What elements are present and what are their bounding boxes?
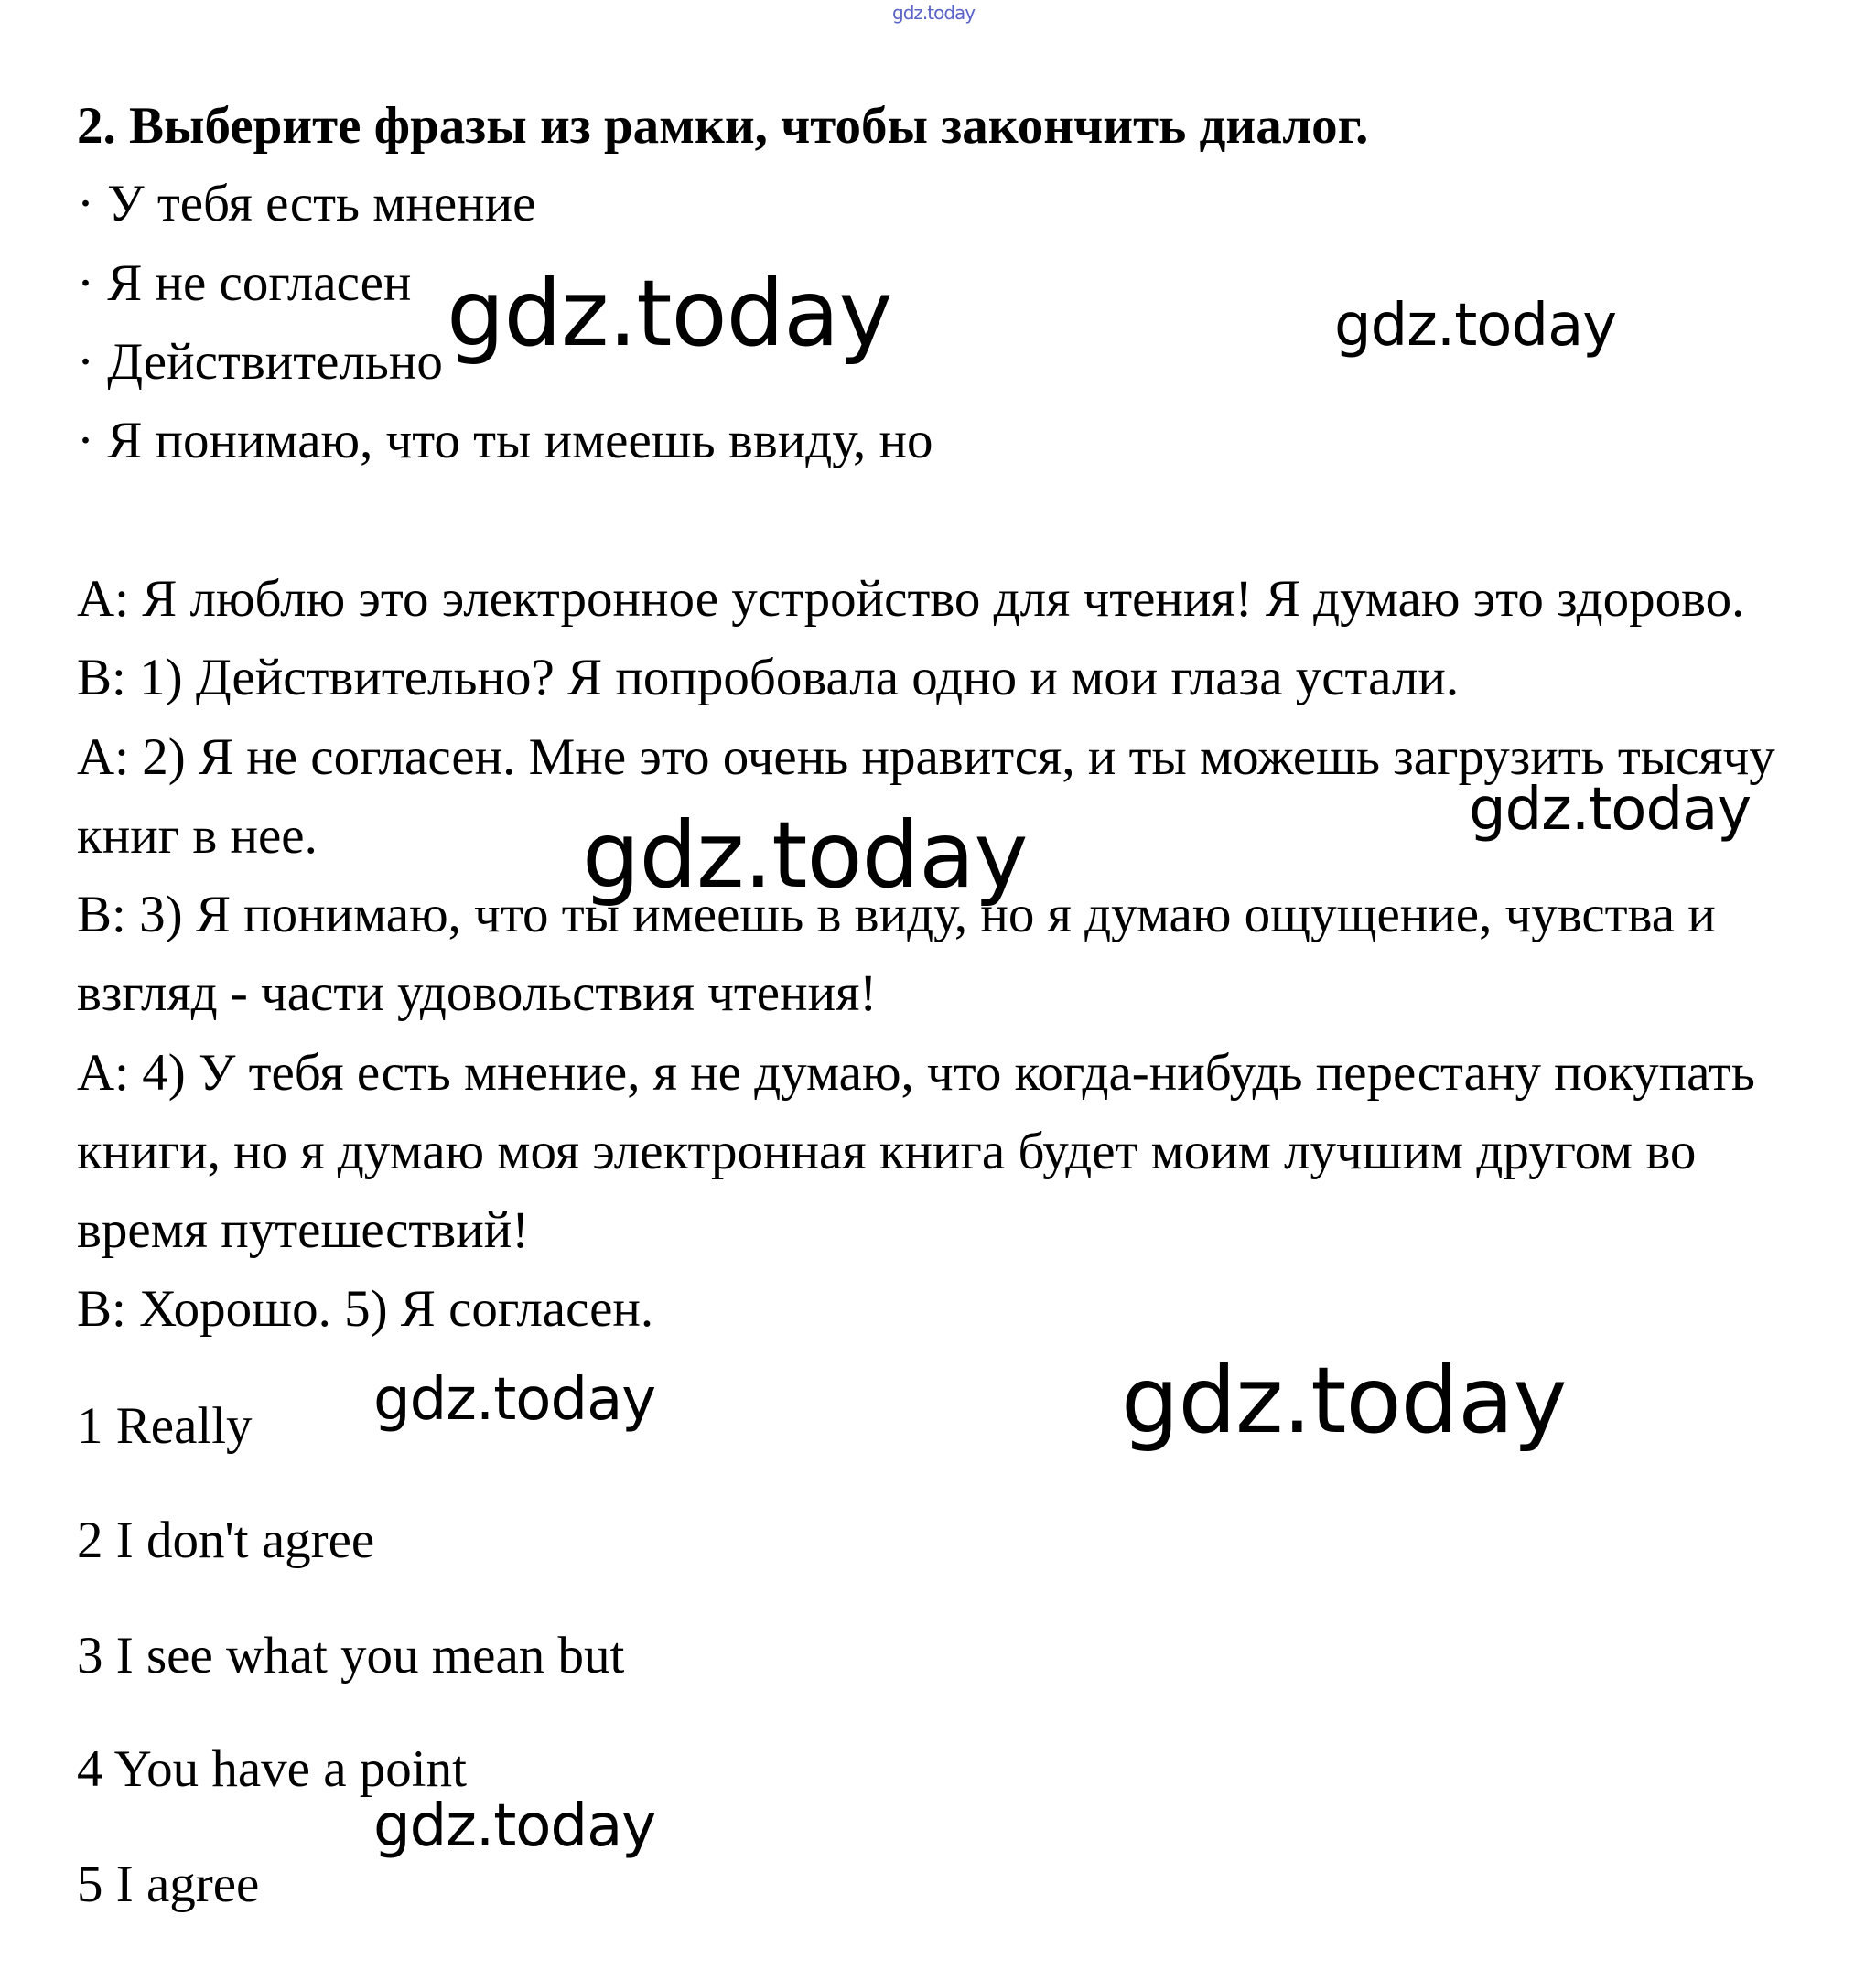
dialogue-line: А: 2) Я не согласен. Мне это очень нравится, и ты можешь загрузить тысячу — [77, 728, 1775, 786]
box-phrase: · Я понимаю, что ты имеешь ввиду, но — [77, 412, 933, 469]
answer-item: 4 You have a point — [77, 1740, 467, 1798]
box-phrase: · Я не согласен — [77, 254, 412, 312]
answer-item: 3 I see what you mean but — [77, 1627, 625, 1684]
answer-item: 5 I agree — [77, 1856, 260, 1913]
dialogue-line: В: Хорошо. 5) Я согласен. — [77, 1280, 654, 1338]
watermark: gdz.today — [373, 1792, 656, 1860]
watermark: gdz.today — [582, 802, 1028, 909]
dialogue-line: А: 4) У тебя есть мнение, я не думаю, что когда-нибудь перестану покупать — [77, 1044, 1755, 1102]
watermark: gdz.today — [447, 260, 892, 367]
answer-item: 1 Really — [77, 1397, 253, 1455]
watermark: gdz.today — [373, 1366, 656, 1434]
dialogue-line: В: 1) Действительно? Я попробовала одно и мои глаза устали. — [77, 649, 1460, 706]
dialogue-line: книг в нее. — [77, 807, 318, 865]
answer-item: 2 I don't agree — [77, 1512, 375, 1569]
task-title: 2. Выберите фразы из рамки, чтобы закончить диалог. — [77, 97, 1369, 155]
dialogue-line: А: Я люблю это электронное устройство для чтения! Я думаю это здорово. — [77, 570, 1745, 628]
dialogue-line: книги, но я думаю моя электронная книга будет моим лучшим другом во — [77, 1123, 1697, 1180]
box-phrase: · У тебя есть мнение — [77, 175, 536, 232]
dialogue-line: взгляд - части удовольствия чтения! — [77, 964, 878, 1022]
watermark-top: gdz.today — [892, 2, 976, 24]
dialogue-line: В: 3) Я понимаю, что ты имеешь в виду, но я думаю ощущение, чувства и — [77, 886, 1716, 943]
dialogue-line: время путешествий! — [77, 1201, 530, 1259]
watermark: gdz.today — [1121, 1347, 1567, 1454]
watermark: gdz.today — [1334, 292, 1617, 360]
box-phrase: · Действительно — [77, 333, 443, 391]
watermark: gdz.today — [1469, 776, 1752, 844]
